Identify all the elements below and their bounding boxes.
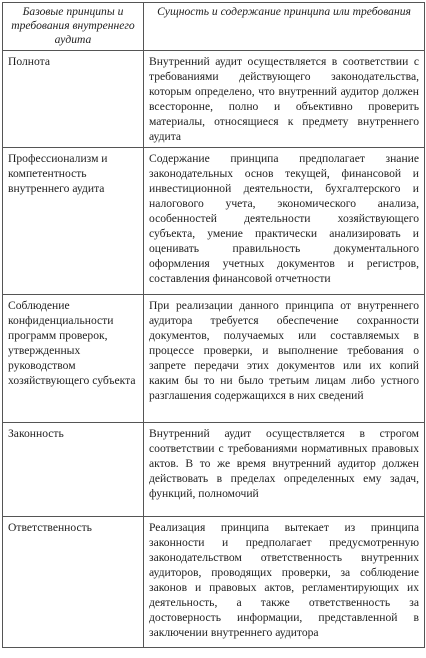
header-principles: Базовые принципы и требования внутреннего аудита xyxy=(3,3,144,51)
description-cell: При реализации данного принципа от внутреннего аудитора требуется обеспечение сохранности документов, получаемых или составляемых в процессе проверки, и выполнение требования о запрете передачи этих документов или их копий каким бы то ни было третьим лицам либо устного разглашения содержащихся в них сведений xyxy=(144,295,425,423)
header-essence: Сущность и содержание принципа или требования xyxy=(144,3,425,51)
principle-cell: Ответственность xyxy=(3,517,144,648)
description-cell: Внутренний аудит осуществляется в соответствии с требованиями действующего законодательства, которым определено, что внутренний аудитор должен всесторонне, полно и объективно проверить материалы, относящиеся к предмету внутреннего аудита xyxy=(144,51,425,148)
table-row xyxy=(3,295,425,423)
principles-table xyxy=(2,2,425,648)
table-row xyxy=(3,51,425,148)
table-row xyxy=(3,423,425,517)
table-row xyxy=(3,517,425,648)
table-header-row xyxy=(3,3,425,51)
principle-cell: Законность xyxy=(3,423,144,517)
principle-cell: Полнота xyxy=(3,51,144,148)
principle-cell: Соблюдение конфиденциальности программ проверок, утвержденных руководством хозяйствующего субъекта xyxy=(3,295,144,423)
table-row xyxy=(3,148,425,295)
description-cell: Реализация принципа вытекает из принципа законности и предполагает предусмотренную законодательством ответственность внутренних аудиторов, проводящих проверки, за соблюдение законов и правовых актов, регламентирующих их деятельность, а также ответственность за достоверность информации, представленной в заключении внутреннего аудитора xyxy=(144,517,425,648)
description-cell: Содержание принципа предполагает знание законодательных основ текущей, финансовой и инвестиционной деятельности, бухгалтерского и налогового учета, экономического анализа, особенностей деятельности хозяйствующего субъекта, умение практически анализировать и оценивать правильность документального оформления учетных документов и регистров, составления финансовой отчетности xyxy=(144,148,425,295)
description-cell: Внутренний аудит осуществляется в строгом соответствии с требованиями нормативных правовых актов. В то же время внутренний аудитор должен действовать в пределах определенных ему задач, функций, полномочий xyxy=(144,423,425,517)
principle-cell: Профессионализм и компетентность внутреннего аудита xyxy=(3,148,144,295)
